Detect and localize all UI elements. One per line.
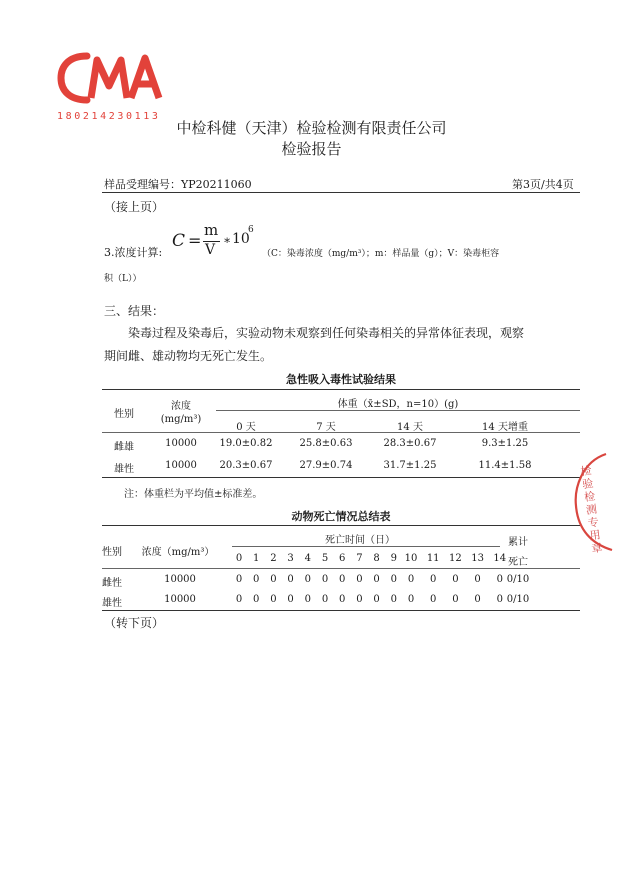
table2-day-header-11: 11 (426, 553, 440, 564)
table1-sub-7: 7 天 (316, 422, 336, 433)
table1-col-conc-1: 浓度 (171, 401, 191, 412)
table2-day-header-13: 13 (471, 553, 484, 564)
sample-no-label (104, 176, 252, 192)
table1-row1-v3: 11.4±1.58 (478, 460, 532, 471)
table2-day-header-14: 14 (493, 553, 507, 564)
table2-row0-day-14: 0 (496, 574, 503, 585)
table1-head-rule (102, 432, 580, 433)
formula-numerator: m (204, 221, 219, 239)
table2-row1-day-2: 0 (270, 594, 277, 605)
side-stamp-text: 检验检测专用章 (579, 463, 604, 556)
cma-cert-number: 180214230113 (57, 111, 161, 122)
table2-row0-day-8: 0 (373, 574, 380, 585)
table2-day-header-1: 1 (253, 553, 260, 564)
table2-day-header-2: 2 (270, 553, 277, 564)
table2-day-header-0: 0 (235, 553, 243, 564)
table1-row0-v0: 19.0±0.82 (219, 438, 273, 449)
table1-top-rule (102, 389, 580, 390)
table2-row1-day-6: 0 (339, 594, 346, 605)
table1-row1-v0: 20.3±0.67 (219, 460, 273, 471)
table1-row0-v1: 25.8±0.63 (299, 438, 353, 449)
formula-power-exp: 6 (248, 225, 254, 235)
table2-row1-day-12: 0 (452, 594, 459, 605)
table2-row1-cum: 0/10 (506, 594, 530, 605)
table2-col-cum-2: 死亡 (508, 557, 528, 568)
formula-equals: = (188, 231, 202, 250)
table2-row1-day-10: 0 (407, 594, 415, 605)
table2-row0-day-13: 0 (474, 574, 481, 585)
table2-day-header-6: 6 (339, 553, 346, 564)
table2-top-rule (102, 525, 580, 526)
table2-col-sex: 性别 (102, 547, 122, 558)
table2-row1-day-5: 0 (321, 594, 329, 605)
table2-col-time: 死亡时间（日） (325, 535, 395, 546)
table2-row1-conc: 10000 (164, 594, 196, 605)
table1-sub-gain: 14 天增重 (482, 422, 528, 433)
continued-to: （转下页） (104, 616, 165, 630)
table2-day-header-4: 4 (304, 553, 311, 564)
table2-row1-sex: 雄性 (102, 598, 122, 609)
page-number: 第3页/共4页 (512, 178, 574, 191)
table2-day-header-10: 10 (404, 553, 418, 564)
table2-day-header-9: 9 (390, 553, 397, 564)
table2-row1-day-14: 0 (496, 594, 503, 605)
table2-row0-cum: 0/10 (506, 574, 530, 585)
table2-row0-conc: 10000 (164, 574, 196, 585)
table2-row1-day-3: 0 (287, 594, 294, 605)
table2-row1-day-0: 0 (235, 594, 243, 605)
table2-day-header-5: 5 (321, 553, 329, 564)
table1-row0-sex: 雌雄 (114, 442, 134, 453)
table1-row0-conc: 10000 (165, 438, 197, 449)
table1-bottom-rule (102, 477, 580, 478)
table2-row0-day-6: 0 (339, 574, 346, 585)
report-title: 检验报告 (281, 140, 342, 158)
company-name: 中检科健（天津）检验检测有限责任公司 (176, 119, 447, 137)
side-stamp (566, 440, 623, 570)
results-para-line2: 期间雌、雄动物均无死亡发生。 (104, 349, 273, 363)
table2-row0-day-4: 0 (304, 574, 311, 585)
table1-title: 急性吸入毒性试验结果 (286, 373, 396, 386)
table2-row1-day-7: 0 (356, 594, 363, 605)
table2-row0-day-3: 0 (287, 574, 294, 585)
table2-day-header-7: 7 (356, 553, 363, 564)
table1-note: 注：体重栏为平均值±标准差。 (124, 489, 263, 500)
sample-no-label-text: 样品受理编号： (104, 178, 181, 191)
table1-row1-conc: 10000 (165, 460, 197, 471)
table1-col-sex: 性别 (114, 409, 134, 420)
table2-bottom-rule (102, 610, 580, 611)
table2-row1-day-4: 0 (304, 594, 311, 605)
table1-row0-v3: 9.3±1.25 (481, 438, 529, 449)
table2-col-cum-1: 累计 (508, 537, 528, 548)
table2-row0-sex: 雌性 (102, 578, 122, 589)
table1-col-weight: 体重（x̄±SD，n=10）(g) (337, 399, 459, 410)
table2-day-header-12: 12 (449, 553, 462, 564)
table2-sub-rule (232, 546, 500, 547)
table2-row1-day-13: 0 (474, 594, 481, 605)
table2-row0-day-0: 0 (235, 574, 243, 585)
table2-head-rule (102, 568, 580, 569)
table2-row0-day-10: 0 (407, 574, 415, 585)
table2-col-conc: 浓度（mg/m³） (141, 547, 215, 558)
table2-row0-day-7: 0 (356, 574, 363, 585)
table1-row1-v1: 27.9±0.74 (299, 460, 353, 471)
results-heading: 三、结果： (104, 304, 165, 318)
table2-row1-day-11: 0 (430, 594, 437, 605)
continued-from: （接上页） (104, 200, 165, 214)
table1-sub-14: 14 天 (397, 422, 423, 433)
table2-day-header-3: 3 (287, 553, 294, 564)
table2-row1-day-8: 0 (373, 594, 380, 605)
table2-day-header-8: 8 (373, 553, 380, 564)
table2-row0-day-12: 0 (452, 574, 459, 585)
formula-note-line2: 积（L）） (104, 274, 142, 284)
table2-title: 动物死亡情况总结表 (291, 510, 391, 523)
table2-row0-day-5: 0 (321, 574, 329, 585)
table2-row1-day-9: 0 (390, 594, 397, 605)
table2-row1-day-1: 0 (253, 594, 260, 605)
formula-times: ∗ (223, 233, 232, 247)
formula (170, 222, 260, 262)
formula-denominator: V (205, 242, 216, 258)
table1-sub-rule (216, 410, 580, 411)
table2-row0-day-1: 0 (253, 574, 260, 585)
table2-row0-day-11: 0 (430, 574, 437, 585)
cma-seal (57, 48, 165, 110)
formula-label: 3.浓度计算: (104, 246, 163, 259)
formula-power-base: 10 (232, 231, 250, 247)
table1-row1-v2: 31.7±1.25 (383, 460, 437, 471)
table2-row0-day-9: 0 (390, 574, 397, 585)
results-para-line1: 染毒过程及染毒后，实验动物未观察到任何染毒相关的异常体征表现，观察 (128, 326, 525, 340)
sample-no-value: YP20211060 (181, 178, 252, 191)
table2-row0-day-2: 0 (270, 574, 277, 585)
formula-lhs: C (172, 231, 186, 251)
formula-note-line1: （C：染毒浓度（mg/m³）；m：样品量（g）；V：染毒柜容 (262, 249, 500, 259)
header-rule (102, 192, 580, 193)
table1-col-conc-2: (mg/m³) (160, 414, 202, 425)
cma-logo-icon (57, 48, 165, 110)
table1-sub-0: 0 天 (236, 422, 256, 433)
table1-row1-sex: 雄性 (114, 464, 134, 475)
table1-row0-v2: 28.3±0.67 (383, 438, 437, 449)
